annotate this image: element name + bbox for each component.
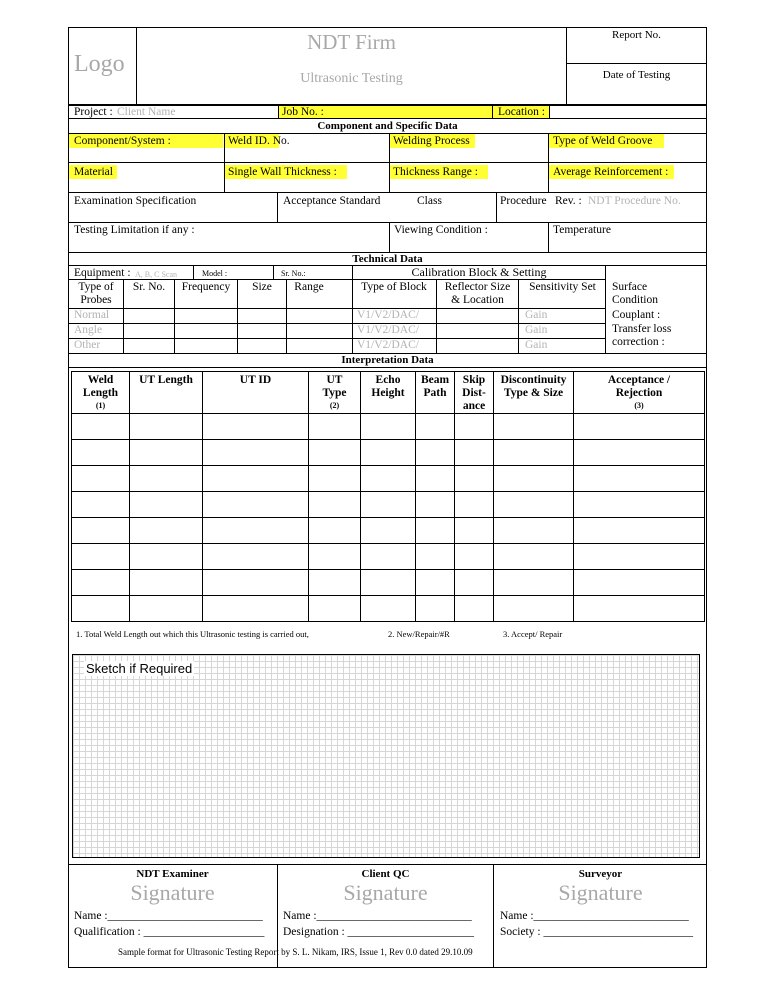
- col-type-of-probes: Type of Probes: [78, 281, 114, 306]
- table-row[interactable]: [72, 440, 705, 466]
- report-no-label: Report No.: [612, 29, 661, 41]
- logo: Logo: [74, 51, 125, 77]
- footnote-3: 3. Accept/ Repair: [503, 629, 563, 639]
- procedure-label: Procedure: [500, 195, 547, 207]
- gain-3: Gain: [525, 339, 548, 351]
- surface-condition: Surface Condition: [612, 281, 659, 306]
- examiner-qualification-field[interactable]: Qualification : _____________________: [74, 926, 265, 938]
- probe-angle: Angle: [74, 324, 103, 336]
- average-reinforcement-label: Average Reinforcement :: [553, 166, 669, 178]
- table-row[interactable]: [72, 544, 705, 570]
- date-of-testing-label: Date of Testing: [602, 69, 671, 81]
- equipment-label: Equipment :: [74, 267, 131, 279]
- gain-1: Gain: [525, 309, 548, 321]
- col-range: Range: [294, 281, 324, 293]
- block-value-2: V1/V2/DAC/: [357, 324, 419, 336]
- table-row[interactable]: [72, 596, 705, 622]
- transfer-loss: Transfer loss correction :: [612, 323, 672, 348]
- table-row[interactable]: [72, 492, 705, 518]
- location-label: Location :: [498, 106, 545, 118]
- col-beam-path: Beam Path: [416, 372, 455, 414]
- col-skip-distance: Skip Dist- ance: [455, 372, 494, 414]
- ndt-examiner-title: NDT Examiner: [136, 868, 209, 880]
- sketch-grid[interactable]: [72, 654, 700, 858]
- col-sr-no: Sr. No.: [132, 281, 166, 293]
- probe-other: Other: [74, 339, 101, 351]
- component-section-title: Component and Specific Data: [317, 120, 458, 132]
- col-ut-type: UT Type (2): [309, 372, 361, 414]
- block-value-1: V1/V2/DAC/: [357, 309, 419, 321]
- material-label: Material: [74, 166, 113, 178]
- client-designation-field[interactable]: Designation : ______________________: [283, 926, 475, 938]
- equipment-value[interactable]: A, B, C Scan: [135, 270, 177, 279]
- temperature-label: Temperature: [553, 224, 611, 236]
- testing-limitation-label: Testing Limitation if any :: [74, 224, 195, 236]
- report-subtitle: Ultrasonic Testing: [300, 71, 403, 86]
- table-row[interactable]: [72, 414, 705, 440]
- viewing-condition-label: Viewing Condition :: [394, 224, 488, 236]
- surveyor-signature[interactable]: Signature: [558, 880, 643, 905]
- client-name-field[interactable]: Name :___________________________: [283, 910, 472, 922]
- col-echo-height: Echo Height: [361, 372, 416, 414]
- client-qc-signature[interactable]: Signature: [343, 880, 428, 905]
- interpretation-header-row: [72, 372, 705, 414]
- col-acceptance: Acceptance / Rejection (3): [574, 372, 705, 414]
- col-ut-id: UT ID: [203, 372, 309, 414]
- gain-2: Gain: [525, 324, 548, 336]
- col-size: Size: [252, 281, 272, 293]
- project-value[interactable]: Client Name: [117, 106, 176, 118]
- welding-process-label: Welding Process: [393, 135, 470, 147]
- table-row[interactable]: [72, 570, 705, 596]
- rev-value[interactable]: NDT Procedure No.: [588, 195, 681, 207]
- interpretation-table: [71, 371, 705, 622]
- weld-id-label: Weld ID. No.: [228, 135, 290, 147]
- surveyor-title: Surveyor: [578, 868, 623, 880]
- block-value-3: V1/V2/DAC/: [357, 339, 419, 351]
- class-label: Class: [417, 195, 442, 207]
- table-row[interactable]: [72, 466, 705, 492]
- col-ut-length: UT Length: [130, 372, 203, 414]
- col-type-of-block: Type of Block: [361, 281, 427, 293]
- couplant-label: Couplant :: [612, 309, 661, 321]
- interpretation-section-title: Interpretation Data: [341, 354, 434, 366]
- firm-name: NDT Firm: [307, 30, 396, 54]
- single-wall-thickness-label: Single Wall Thickness :: [228, 166, 337, 178]
- col-discontinuity: Discontinuity Type & Size: [494, 372, 574, 414]
- rev-label: Rev. :: [555, 195, 582, 207]
- model-label: Model :: [202, 269, 228, 278]
- ndt-examiner-signature[interactable]: Signature: [130, 880, 215, 905]
- col-reflector: Reflector Size & Location: [444, 281, 511, 306]
- footer-note: Sample format for Ultrasonic Testing Report by S. L. Nikam, IRS, Issue 1, Rev 0.0 dated 29.10.09: [118, 947, 473, 957]
- examiner-name-field[interactable]: Name :___________________________: [74, 910, 263, 922]
- table-row[interactable]: [72, 518, 705, 544]
- sr-no-label: Sr. No.:: [281, 269, 306, 278]
- probe-normal: Normal: [74, 309, 110, 321]
- col-sensitivity: Sensitivity Set: [529, 281, 596, 293]
- acceptance-standard-label: Acceptance Standard: [283, 195, 381, 207]
- calibration-title: Calibration Block & Setting: [411, 265, 547, 279]
- client-qc-title: Client QC: [361, 868, 410, 880]
- footnote-2: 2. New/Repair/#R: [388, 629, 450, 639]
- examination-spec-label: Examination Specification: [74, 195, 197, 207]
- component-system-label: Component/System :: [74, 135, 171, 147]
- weld-groove-label: Type of Weld Groove: [553, 135, 653, 147]
- surveyor-society-field[interactable]: Society : __________________________: [500, 926, 693, 938]
- sketch-label: Sketch if Required: [86, 661, 193, 676]
- col-frequency: Frequency: [181, 281, 231, 293]
- project-label: Project :: [74, 106, 113, 118]
- thickness-range-label: Thickness Range :: [393, 166, 478, 178]
- col-weld-length: Weld Length (1): [72, 372, 130, 414]
- technical-section-title: Technical Data: [352, 253, 423, 265]
- footnote-1: 1. Total Weld Length out which this Ultrasonic testing is carried out,: [76, 629, 309, 639]
- surveyor-name-field[interactable]: Name :___________________________: [500, 910, 689, 922]
- job-no-label: Job No. :: [282, 106, 324, 118]
